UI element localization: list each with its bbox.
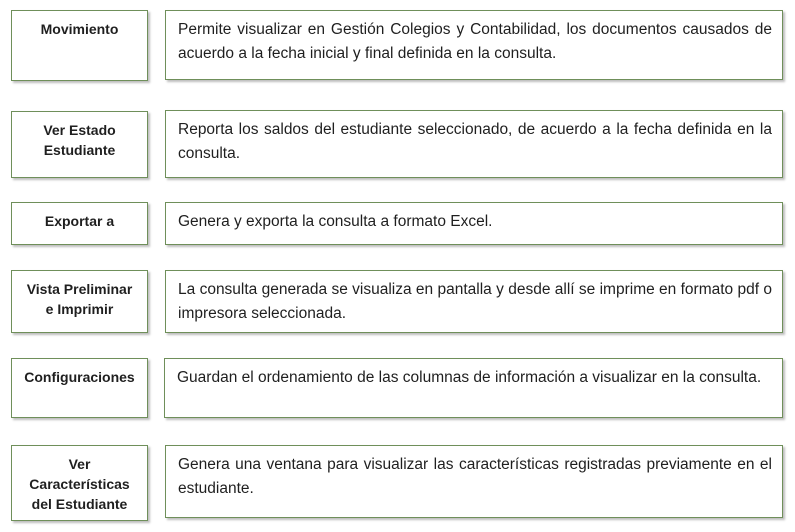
option-label-configuraciones: Configuraciones: [11, 358, 148, 418]
option-description-ver-caracteristicas: Genera una ventana para visualizar las características registradas previamente en el estudiante.: [165, 445, 783, 518]
option-label-movimiento: Movimiento: [11, 10, 148, 81]
option-label-exportar-a: Exportar a: [11, 202, 148, 245]
option-description-exportar-a: Genera y exporta la consulta a formato Excel.: [165, 202, 783, 245]
option-description-vista-preliminar: La consulta generada se visualiza en pantalla y desde allí se imprime en formato pdf o impresora seleccionada.: [165, 270, 783, 333]
option-label-ver-estado-estudiante: Ver Estado Estudiante: [11, 111, 148, 178]
option-description-ver-estado-estudiante: Reporta los saldos del estudiante seleccionado, de acuerdo a la fecha definida en la consulta.: [165, 110, 783, 178]
option-description-movimiento: Permite visualizar en Gestión Colegios y Contabilidad, los documentos causados de acuerdo a la fecha inicial y final definida en la consulta.: [165, 10, 783, 80]
option-label-ver-caracteristicas: Ver Características del Estudiante: [11, 445, 148, 521]
option-description-configuraciones: Guardan el ordenamiento de las columnas de información a visualizar en la consulta.: [164, 358, 783, 418]
option-label-vista-preliminar: Vista Preliminar e Imprimir: [11, 270, 148, 333]
